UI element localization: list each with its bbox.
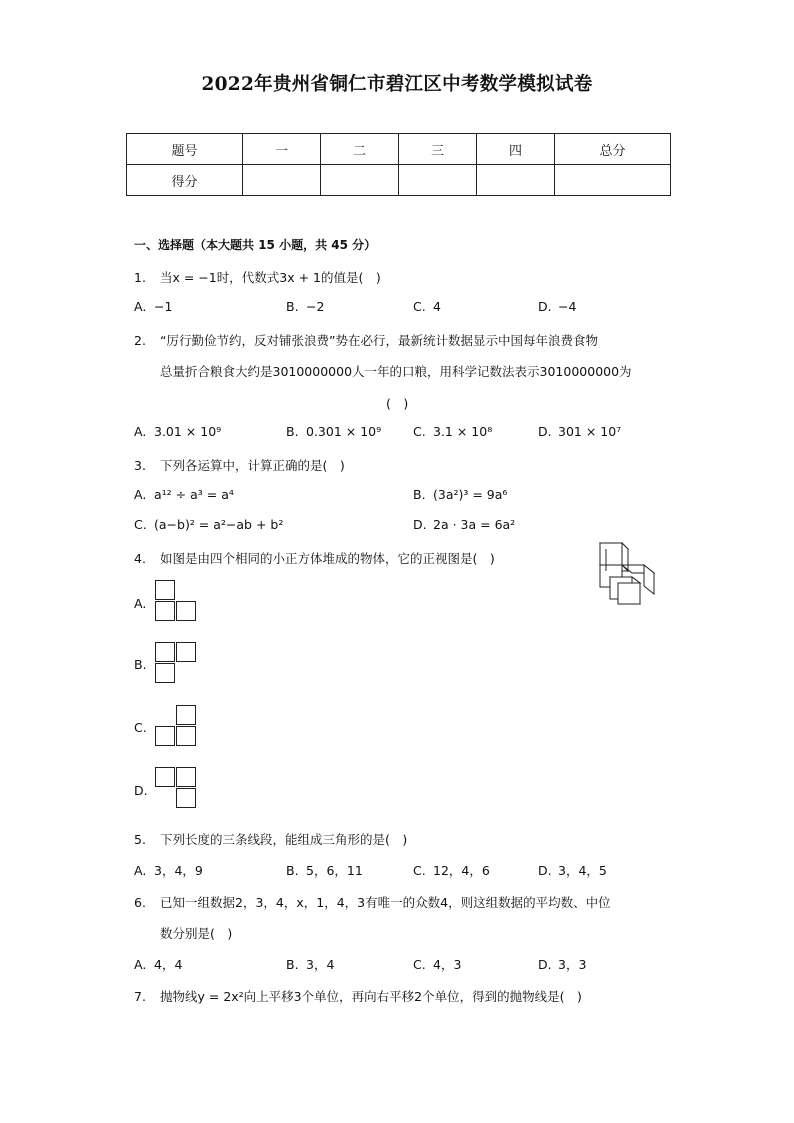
option-text: 2a · 3a = 6a² — [433, 517, 516, 532]
option-label: D. — [538, 299, 552, 314]
option-b-figure — [155, 642, 199, 686]
question-2-line-3: ( ) — [386, 396, 409, 411]
option-b — [286, 424, 381, 439]
option-label: D. — [413, 517, 427, 532]
option-a — [134, 955, 182, 973]
option-label: B. — [286, 863, 299, 878]
score-cell[interactable] — [321, 165, 399, 196]
option-text: 4，3 — [433, 957, 462, 972]
option-d — [134, 783, 154, 798]
option-text: −4 — [558, 299, 577, 314]
option-c — [134, 720, 154, 735]
option-c-figure — [155, 705, 199, 749]
question-number: 6. — [134, 895, 146, 910]
option-label: D. — [134, 783, 148, 798]
option-text: 4，4 — [154, 957, 183, 972]
score-table-header-row — [127, 134, 671, 165]
question-number: 5. — [134, 832, 146, 847]
option-label: D. — [538, 424, 552, 439]
square — [176, 788, 196, 808]
option-label: C. — [413, 957, 426, 972]
option-a — [134, 299, 172, 314]
square — [176, 726, 196, 746]
question-number: 7. — [134, 989, 146, 1004]
option-text: 301 × 10⁷ — [558, 424, 622, 439]
option-label: A. — [134, 863, 147, 878]
option-label: A. — [134, 424, 147, 439]
stacked-cubes-figure — [596, 538, 662, 608]
score-header-cell: 四 — [477, 134, 555, 165]
option-label: D. — [538, 957, 552, 972]
score-table — [126, 133, 671, 196]
cube-side-face — [644, 565, 654, 594]
option-text: a¹² ÷ a³ = a⁴ — [154, 487, 234, 502]
cube-front-face — [600, 543, 622, 565]
square — [155, 642, 175, 662]
option-label: C. — [413, 299, 426, 314]
question-2-line-2: 总量折合粮食大约是3010000000人一年的口粮，用科学记数法表示3010000000为 — [160, 364, 632, 379]
option-text: −2 — [306, 299, 325, 314]
question-4-stem — [134, 549, 495, 567]
option-d — [538, 955, 586, 973]
option-b — [286, 955, 334, 973]
exam-title: 2022年贵州省铜仁市碧江区中考数学模拟试卷 — [201, 74, 593, 95]
option-c — [134, 517, 283, 532]
option-label: B. — [134, 657, 147, 672]
option-text: 3.1 × 10⁸ — [433, 424, 493, 439]
question-number: 1. — [134, 270, 146, 285]
option-text: 3，4，5 — [558, 863, 607, 878]
option-d — [413, 517, 515, 532]
score-cell[interactable] — [477, 165, 555, 196]
score-header-cell: 一 — [243, 134, 321, 165]
option-a — [134, 596, 154, 611]
question-7-stem — [134, 987, 582, 1005]
square — [176, 705, 196, 725]
option-label: C. — [413, 863, 426, 878]
square — [155, 663, 175, 683]
section-heading-text: 一、选择题 — [134, 238, 195, 252]
option-d — [538, 861, 607, 879]
question-number: 2. — [134, 333, 146, 348]
option-d-figure — [155, 767, 199, 811]
option-b — [286, 299, 324, 314]
square — [176, 642, 196, 662]
option-label: C. — [134, 517, 147, 532]
option-text: −1 — [154, 299, 173, 314]
option-label: B. — [286, 299, 299, 314]
option-b — [134, 657, 154, 672]
option-b — [413, 487, 507, 502]
question-text: “厉行勤俭节约，反对铺张浪费”势在必行，最新统计数据显示中国每年浪费食物 — [160, 333, 598, 348]
option-text: 3.01 × 10⁹ — [154, 424, 222, 439]
question-6-stem — [134, 893, 611, 911]
option-c — [413, 299, 441, 314]
option-label: B. — [286, 424, 299, 439]
square — [176, 767, 196, 787]
option-d — [538, 424, 621, 439]
question-text: 下列各运算中，计算正确的是( ) — [160, 458, 345, 473]
option-a — [134, 487, 234, 502]
square — [176, 601, 196, 621]
option-c — [413, 861, 490, 879]
score-header-cell: 总分 — [555, 134, 671, 165]
question-text: 抛物线y = 2x²向上平移3个单位，再向右平移2个单位，得到的抛物线是( ) — [160, 989, 582, 1004]
square — [155, 580, 175, 600]
option-c — [413, 424, 492, 439]
question-text: 下列长度的三条线段，能组成三角形的是( ) — [160, 832, 408, 847]
score-header-cell: 二 — [321, 134, 399, 165]
option-d — [538, 299, 576, 314]
option-label: A. — [134, 299, 147, 314]
score-cell[interactable] — [555, 165, 671, 196]
option-label: C. — [134, 720, 147, 735]
option-text: 4 — [433, 299, 441, 314]
question-2-stem — [134, 331, 598, 349]
option-text: 0.301 × 10⁹ — [306, 424, 382, 439]
option-text: 3，4，9 — [154, 863, 203, 878]
question-6-line-2: 数分别是( ) — [160, 926, 233, 941]
option-label: A. — [134, 596, 147, 611]
option-a — [134, 861, 203, 879]
question-text: 当x = −1时，代数式3x + 1的值是( ) — [160, 270, 381, 285]
square — [155, 767, 175, 787]
question-number: 4. — [134, 551, 146, 566]
score-row-label: 得分 — [127, 165, 243, 196]
score-table-row — [127, 165, 671, 196]
question-text: 已知一组数据2，3，4，x，1，4，3有唯一的众数4，则这组数据的平均数、中位 — [160, 895, 611, 910]
option-text: 3，3 — [558, 957, 587, 972]
option-c — [413, 955, 461, 973]
option-text: (a−b)² = a²−ab + b² — [154, 517, 284, 532]
option-label: B. — [286, 957, 299, 972]
option-label: C. — [413, 424, 426, 439]
option-text: 3，4 — [306, 957, 335, 972]
question-text: 如图是由四个相同的小正方体堆成的物体，它的正视图是( ) — [160, 551, 495, 566]
score-header-cell: 三 — [399, 134, 477, 165]
section-heading-note: （本大题共 15 小题，共 45 分） — [194, 238, 377, 252]
option-text: 5，6，11 — [306, 863, 363, 878]
question-1-stem — [134, 268, 381, 286]
question-5-stem — [134, 830, 407, 848]
square — [155, 726, 175, 746]
option-label: A. — [134, 957, 147, 972]
option-label: A. — [134, 487, 147, 502]
question-3-stem — [134, 456, 345, 474]
section-heading — [134, 236, 376, 253]
option-a — [134, 424, 221, 439]
square — [155, 601, 175, 621]
score-header-cell: 题号 — [127, 134, 243, 165]
score-cell[interactable] — [399, 165, 477, 196]
option-a-figure — [155, 580, 199, 624]
option-b — [286, 861, 363, 879]
option-label: D. — [538, 863, 552, 878]
score-cell[interactable] — [243, 165, 321, 196]
option-label: B. — [413, 487, 426, 502]
option-text: 12，4，6 — [433, 863, 490, 878]
cube-front-face — [618, 583, 640, 604]
question-number: 3. — [134, 458, 146, 473]
option-text: (3a²)³ = 9a⁶ — [433, 487, 508, 502]
